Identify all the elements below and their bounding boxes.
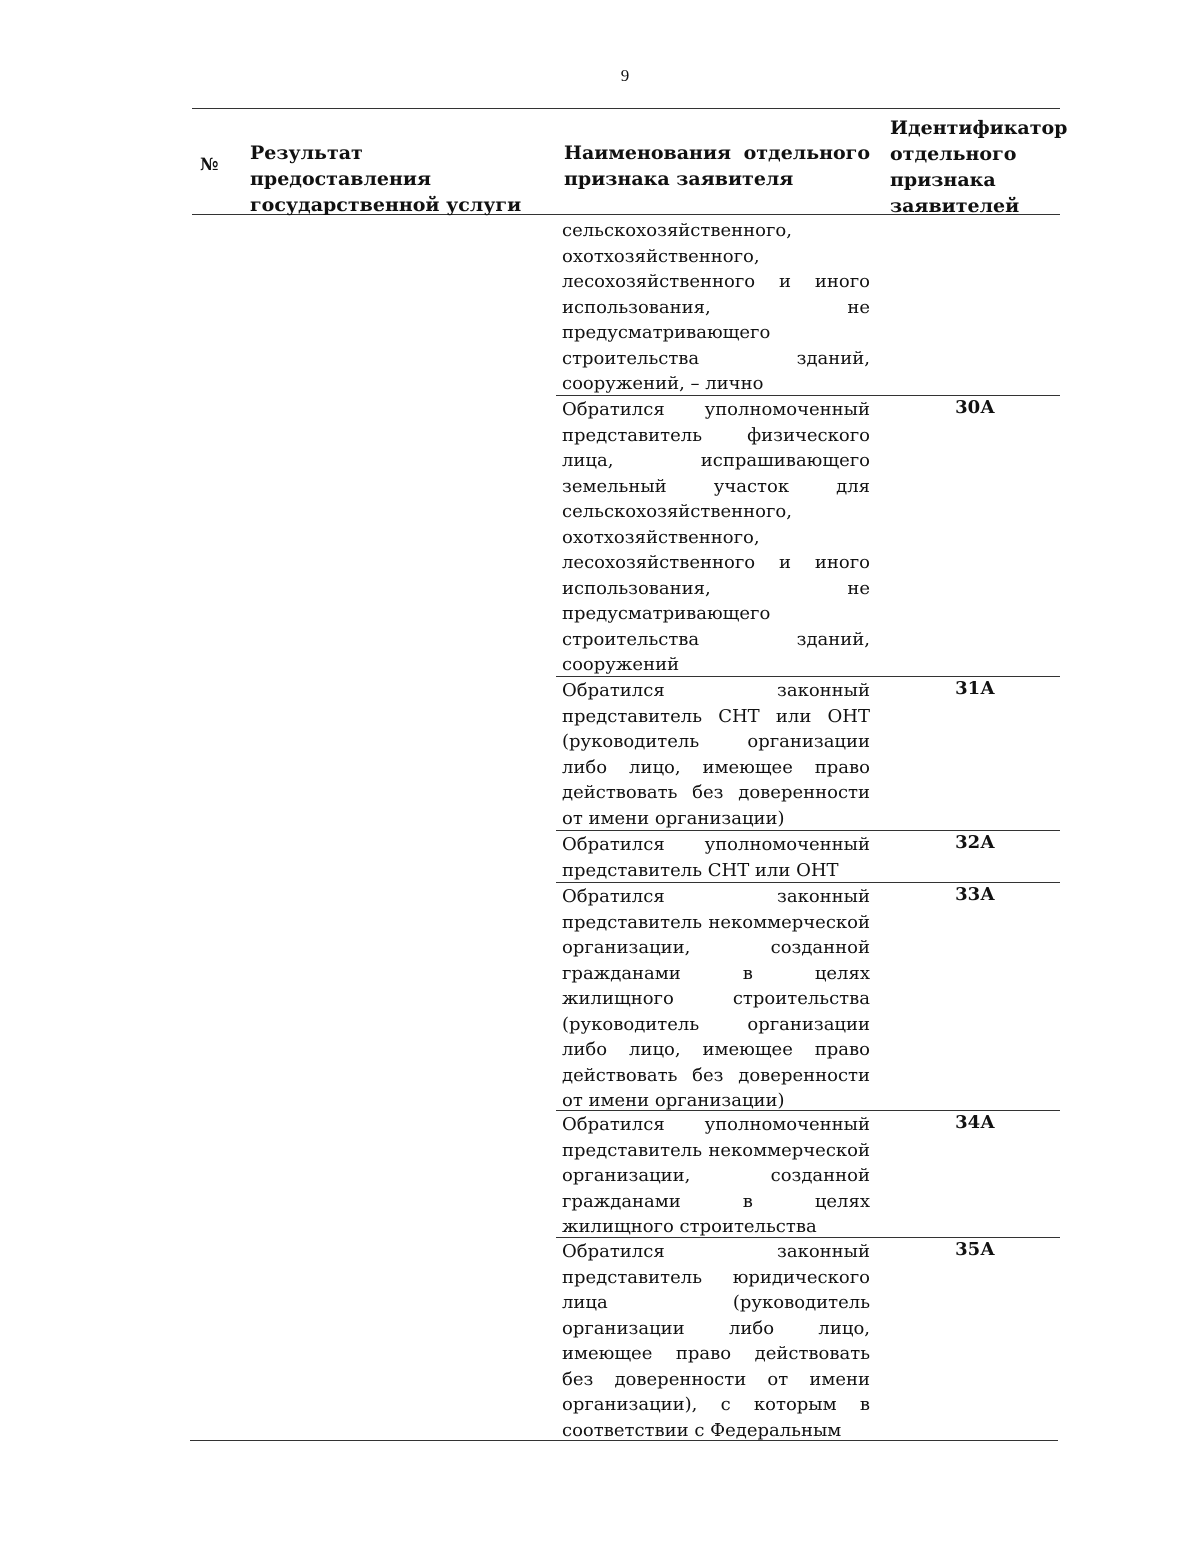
table-row (562, 832, 870, 883)
column-header-number: № (200, 155, 219, 175)
table-bottom-rule (190, 1440, 1058, 1441)
row-separator (556, 395, 1060, 396)
applicant-identifier: 33А (955, 884, 995, 905)
applicant-identifier: 34А (955, 1112, 995, 1133)
column-header-identifier: Идентификатор отдельного признака заявителей (890, 117, 1068, 217)
applicant-feature-text: Обратился законный представитель СНТ или ОНТ (руководитель организации либо лицо, имеющее право действовать без доверенности от имени организации) (562, 680, 870, 829)
page-number: 9 (620, 66, 630, 85)
applicant-identifier: 30А (955, 397, 995, 418)
row-separator (556, 830, 1060, 831)
table-row (562, 1112, 870, 1240)
applicant-feature-text: сельскохозяйственного, охотхозяйственного, лесохозяйственного и иного использования, не предусматривающего строительства зданий, сооружений, – лично (562, 220, 870, 394)
applicant-feature-text: Обратился уполномоченный представитель некоммерческой организации, созданной гражданами в целях жилищного строительства (562, 1114, 870, 1237)
table-row (562, 884, 870, 1114)
table-row (562, 1239, 870, 1443)
table-top-rule (192, 108, 1060, 109)
applicant-identifier: 32А (955, 832, 995, 853)
row-separator (556, 882, 1060, 883)
column-header-name: Наименования отдельного признака заявителя (564, 142, 870, 190)
applicant-feature-text: Обратился законный представитель некоммерческой организации, созданной гражданами в целях жилищного строительства (руководитель организации либо лицо, имеющее право действовать без доверенности от имени организации) (562, 886, 870, 1111)
table-row (562, 218, 870, 397)
column-header-result: Результат предоставления государственной услуги (250, 142, 522, 216)
row-separator (556, 1237, 1060, 1238)
applicant-identifier: 31А (955, 678, 995, 699)
table-row (562, 397, 870, 678)
applicant-feature-text: Обратился уполномоченный представитель физического лица, испрашивающего земельный участок для сельскохозяйственного, охотхозяйственного, лесохозяйственного и иного использования, не предусматривающего строительства зданий, сооружений (562, 399, 870, 675)
row-separator (556, 1110, 1060, 1111)
applicant-feature-text: Обратился уполномоченный представитель СНТ или ОНТ (562, 834, 870, 881)
applicant-identifier: 35А (955, 1239, 995, 1260)
row-separator (556, 676, 1060, 677)
applicant-feature-text: Обратился законный представитель юридического лица (руководитель организации либо лицо, имеющее право действовать без доверенности от имени организации), с которым в соответствии с Федеральным (562, 1241, 870, 1441)
table-row (562, 678, 870, 831)
